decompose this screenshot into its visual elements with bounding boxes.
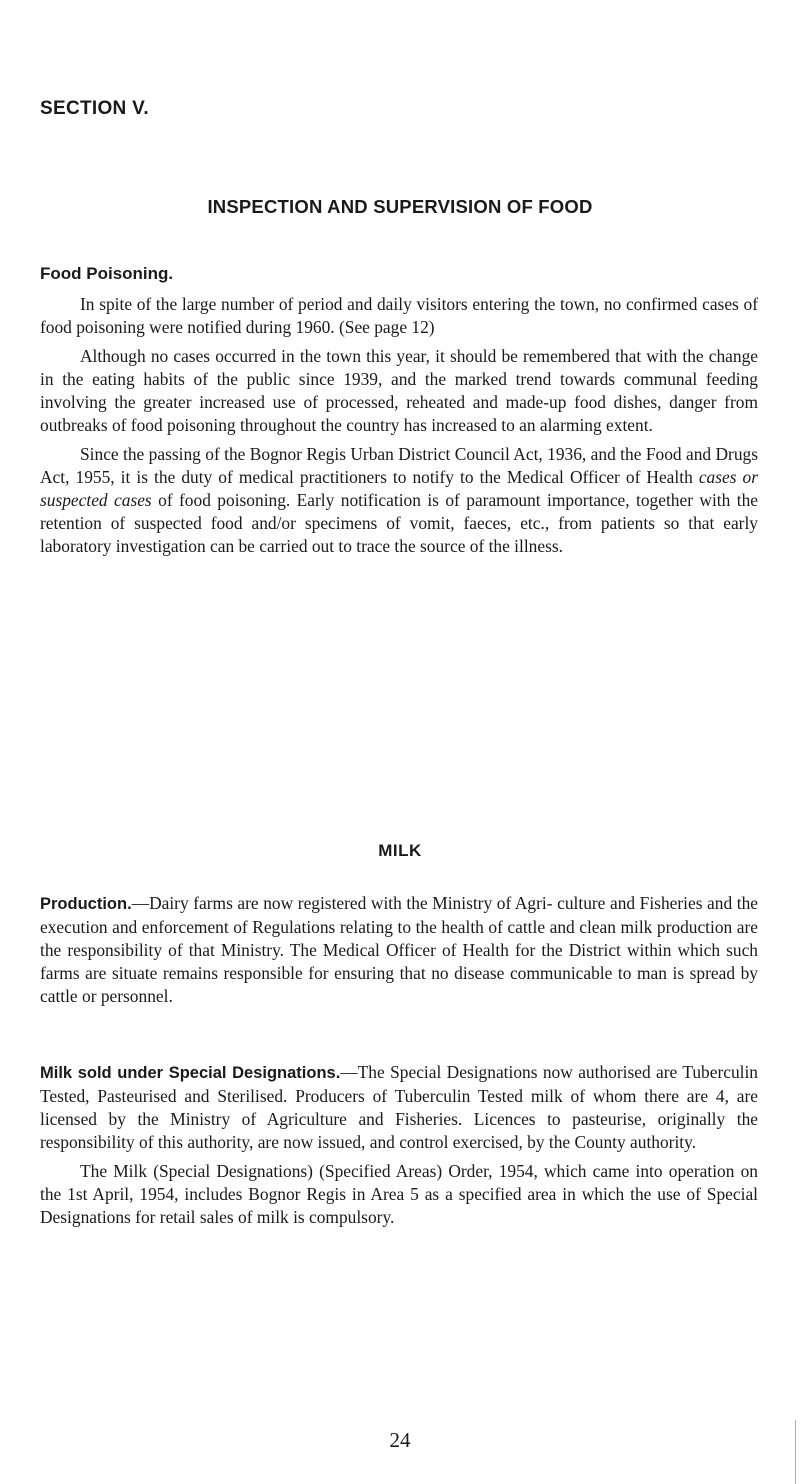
paragraph-text: Since the passing of the Bognor Regis Urban District Council Act, 1936, and the Food and Drugs Act, 1955, it is the duty of medical practitioners to notify to the Medical Officer of Health xyxy=(40,444,758,487)
paragraph: In spite of the large number of period and daily visitors entering the town, no confirmed cases of food poisoning were notified during 1960. (See page 12) xyxy=(40,294,758,337)
food-poisoning-body xyxy=(40,293,758,558)
paragraph: The Milk (Special Designations) (Specified Areas) Order, 1954, which came into operation on the 1st April, 1954, includes Bognor Regis in Area 5 as a specified area in which the use of Special Designations for retail sales of milk is compulsory. xyxy=(40,1161,758,1227)
paragraph xyxy=(40,892,758,1008)
milk-heading: MILK xyxy=(378,841,422,860)
page-edge-line xyxy=(795,1420,796,1484)
section-heading: SECTION V. xyxy=(40,98,149,119)
paragraph xyxy=(40,443,758,558)
paragraph-text: of food poisoning. Early notification is of paramount importance, together with the retention of suspected food and/or specimens of vomit, faeces, etc., from patients so that early laboratory investigation can be carried out to trace the source of the illness. xyxy=(40,490,758,556)
paragraph-text: —Dairy farms are now registered with the Ministry of Agri- culture and Fisheries and the execution and enforcement of Regulations relating to the health of cattle and clean milk production are the responsibility of that Ministry. The Medical Officer of Health for the District within which such farms are situate remains responsible for ensuring that no disease communicable to man is spread by cattle or personnel. xyxy=(40,893,758,1006)
paragraph-text: —The Special Designations now authorised are Tuberculin Tested, Pasteurised and Sterilised. Producers of Tuberculin Tested milk of whom there are 4, are licensed by the Ministry of Agriculture and Fisheries. Licences to pasteurise, originally the responsibility of this authority, are now issued, and control exercised, by the County authority. xyxy=(40,1062,759,1152)
page-number: 24 xyxy=(389,1428,411,1452)
paragraph: Although no cases occurred in the town this year, it should be remembered that with the change in the eating habits of the public since 1939, and the marked trend towards communal feeding involving the greater increased use of processed, reheated and made-up food dishes, danger from outbreaks of food poisoning throughout the country has increased to an alarming extent. xyxy=(40,346,758,435)
paragraph xyxy=(40,1061,758,1154)
italic-emphasis: cases or suspected cases xyxy=(40,467,758,510)
page-title: INSPECTION AND SUPERVISION OF FOOD xyxy=(207,196,593,217)
special-designations-heading: Milk sold under Special Designations. xyxy=(40,1064,341,1082)
food-poisoning-heading: Food Poisoning. xyxy=(40,264,174,283)
production-body xyxy=(40,892,758,1008)
production-heading: Production. xyxy=(40,895,132,913)
special-designations-body xyxy=(40,1061,758,1229)
